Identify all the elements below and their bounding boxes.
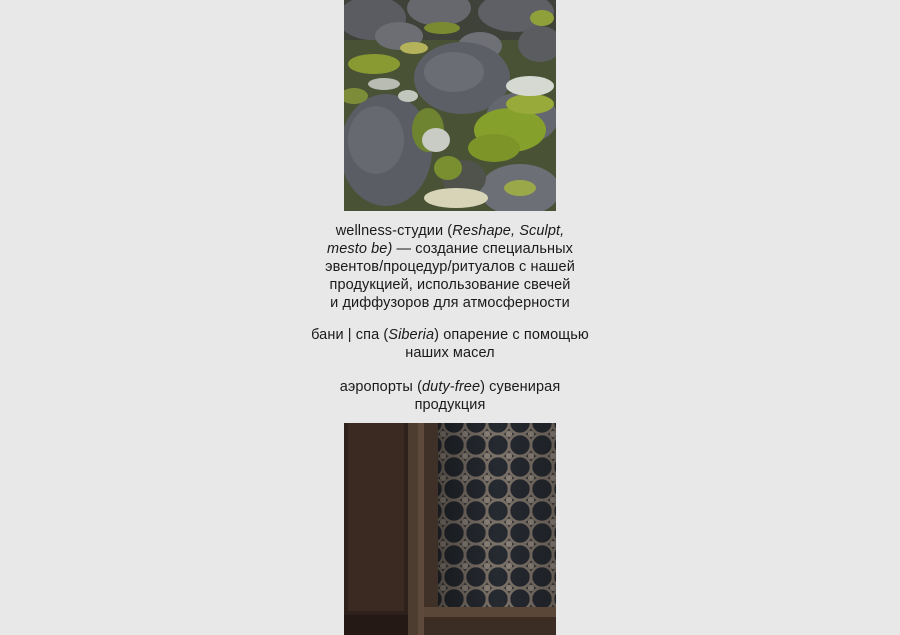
moss-stones-photo (344, 0, 556, 211)
wellness-studios-paragraph (250, 222, 650, 312)
text-line: бани | спа (Siberia) опарение с помощью (311, 327, 589, 343)
text-line: аэропорты (duty-free) сувенирая (339, 379, 561, 395)
wooden-lattice-door-photo (344, 423, 556, 635)
text-line: продукцией, использование свечей (329, 277, 571, 293)
text-line: mesto be) — создание специальных (327, 241, 573, 257)
bath-spa-paragraph (250, 326, 650, 362)
lattice-door-illustration (344, 423, 556, 635)
text-line: наших масел (405, 345, 495, 361)
airports-paragraph (250, 378, 650, 414)
text-line: wellness-студии (Reshape, Sculpt, (335, 223, 565, 239)
moss-stones-illustration (344, 0, 556, 211)
text-line: эвентов/процедур/ритуалов с нашей (325, 259, 575, 275)
text-line: и диффузоров для атмосферности (330, 295, 570, 311)
text-line: продукция (414, 397, 486, 413)
